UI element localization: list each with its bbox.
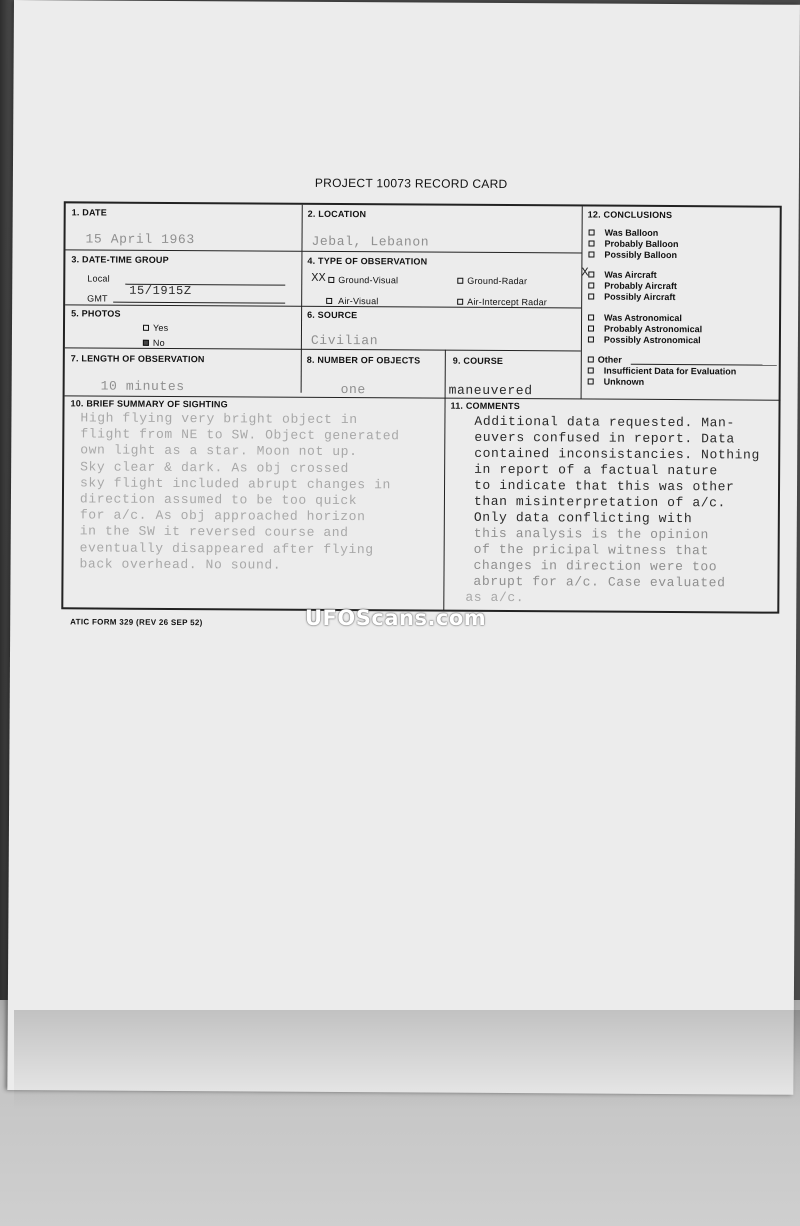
photos-yes <box>143 323 168 333</box>
conclusion-label: Was Astronomical <box>604 312 682 324</box>
comments-line: to indicate that this was other <box>473 477 735 495</box>
summary-line: own light as a star. Moon not up. <box>80 442 358 460</box>
comments-line: as a/c. <box>465 589 525 606</box>
source-value: Civilian <box>310 332 379 349</box>
divider <box>65 249 581 253</box>
conclusion-was-balloon <box>589 228 659 238</box>
checkbox-icon <box>588 368 594 374</box>
type-air-visual-label: Air-Visual <box>338 295 379 307</box>
comments-line: of the pricipal witness that <box>473 541 709 559</box>
checkbox-checked-icon <box>588 272 594 278</box>
conclusion-label: Other <box>597 354 622 365</box>
conclusion-label: Possibly Astronomical <box>603 334 701 346</box>
photos-no <box>143 338 165 348</box>
summary-line: flight from NE to SW. Object generated <box>80 426 400 444</box>
conclusion-probably-aircraft <box>588 281 677 292</box>
checkbox-icon <box>457 278 463 284</box>
checkbox-icon <box>588 357 594 363</box>
checkbox-icon <box>588 294 594 300</box>
photos-label: 5. PHOTOS <box>71 308 121 319</box>
location-value: Jebal, Lebanon <box>311 233 430 250</box>
course-value: maneuvered <box>448 382 533 399</box>
comments-line: euvers confused in report. Data <box>474 429 735 447</box>
gmt-value: 15/1915Z <box>129 283 192 299</box>
record-card-page <box>7 0 800 1095</box>
dtg-label: 3. DATE-TIME GROUP <box>71 254 169 265</box>
comments-label: 11. COMMENTS <box>450 400 520 412</box>
divider <box>301 205 303 393</box>
gmt-label: GMT <box>87 293 108 304</box>
date-label: 1. DATE <box>71 207 107 218</box>
checkbox-checked-icon <box>143 340 149 346</box>
checkbox-icon <box>143 325 149 331</box>
checkbox-icon <box>328 277 334 283</box>
summary-line: eventually disappeared after flying <box>79 540 374 558</box>
type-ground-radar <box>457 276 527 286</box>
form-number: ATIC FORM 329 (REV 26 SEP 52) <box>70 617 203 628</box>
watermark-text: UFOScans.com <box>305 606 487 630</box>
conclusion-label: Probably Balloon <box>604 238 679 250</box>
source-label: 6. SOURCE <box>307 309 358 321</box>
conclusion-possibly-aircraft <box>588 292 675 303</box>
date-value: 15 April 1963 <box>85 231 195 248</box>
type-selected-mark: XX <box>311 270 326 285</box>
type-air-intercept <box>457 297 547 308</box>
conclusion-was-astronomical <box>588 313 682 324</box>
comments-line: contained inconsistancies. Nothing <box>474 445 760 463</box>
photos-yes-label: Yes <box>152 322 169 333</box>
conclusion-label: Probably Aircraft <box>604 280 677 292</box>
conclusion-possibly-astronomical <box>588 335 701 346</box>
type-ground-visual <box>328 275 398 285</box>
conclusion-label: Probably Astronomical <box>603 323 703 335</box>
course-label: 9. COURSE <box>452 355 504 366</box>
divider <box>65 347 581 351</box>
location-label: 2. LOCATION <box>307 208 367 220</box>
conclusion-was-aircraft <box>588 270 656 280</box>
type-ground-radar-label: Ground-Radar <box>467 275 528 287</box>
summary-label: 10. BRIEF SUMMARY OF SIGHTING <box>70 398 228 410</box>
page-shadow <box>14 1010 800 1110</box>
conclusion-unknown <box>588 377 645 387</box>
conclusion-probably-balloon <box>588 239 678 250</box>
conclusion-label: Unknown <box>603 376 645 387</box>
checkbox-icon <box>589 241 595 247</box>
comments-line: Additional data requested. Man- <box>474 413 735 431</box>
divider <box>445 350 446 398</box>
checkbox-icon <box>588 252 594 258</box>
comments-line: Only data conflicting with <box>473 509 693 527</box>
length-value: 10 minutes <box>100 378 185 395</box>
objects-label: 8. NUMBER OF OBJECTS <box>306 354 421 366</box>
conclusion-selected-mark: X <box>581 265 589 280</box>
comments-line: in report of a factual nature <box>474 461 718 479</box>
checkbox-icon <box>588 337 594 343</box>
type-air-intercept-label: Air-Intercept Radar <box>467 296 548 308</box>
conclusion-label: Possibly Balloon <box>604 249 678 261</box>
summary-line: High flying very bright object in <box>80 410 358 428</box>
conclusion-probably-astronomical <box>588 324 702 335</box>
conclusion-label: Was Aircraft <box>604 269 657 280</box>
summary-line: in the SW it reversed course and <box>79 523 349 541</box>
summary-line: sky flight included abrupt changes in <box>80 475 391 493</box>
photos-no-label: No <box>152 337 165 348</box>
checkbox-icon <box>588 315 594 321</box>
summary-line: direction assumed to be too quick <box>79 491 358 509</box>
checkbox-icon <box>326 298 332 304</box>
length-label: 7. LENGTH OF OBSERVATION <box>70 353 205 365</box>
type-ground-visual-label: Ground-Visual <box>338 274 399 286</box>
summary-line: Sky clear & dark. As obj crossed <box>80 459 350 477</box>
card-title: PROJECT 10073 RECORD CARD <box>314 175 508 192</box>
gmt-underline <box>113 302 285 304</box>
checkbox-icon <box>588 326 594 332</box>
type-air-visual <box>326 296 378 306</box>
checkbox-icon <box>457 299 463 305</box>
type-label: 4. TYPE OF OBSERVATION <box>307 255 428 267</box>
checkbox-icon <box>589 230 595 236</box>
checkbox-icon <box>588 283 594 289</box>
divider <box>581 206 583 398</box>
comments-line: this analysis is the opinion <box>473 525 710 543</box>
checkbox-icon <box>588 379 594 385</box>
objects-value: one <box>340 382 366 398</box>
comments-line: than misinterpretation of a/c. <box>473 493 727 511</box>
record-card-form <box>61 201 781 613</box>
conclusion-possibly-balloon <box>588 250 677 261</box>
conclusion-label: Was Balloon <box>604 227 659 238</box>
conclusion-label: Insufficient Data for Evaluation <box>603 365 737 377</box>
summary-line: for a/c. As obj approached horizon <box>79 507 366 525</box>
summary-line: back overhead. No sound. <box>79 556 282 573</box>
conclusion-other <box>588 355 622 365</box>
comments-line: abrupt for a/c. Case evaluated <box>473 573 726 591</box>
divider <box>443 398 445 611</box>
comments-line: changes in direction were too <box>473 557 718 575</box>
local-label: Local <box>87 273 110 284</box>
conclusion-insufficient <box>588 366 737 377</box>
conclusions-label: 12. CONCLUSIONS <box>587 209 673 221</box>
conclusion-label: Possibly Aircraft <box>604 291 676 303</box>
